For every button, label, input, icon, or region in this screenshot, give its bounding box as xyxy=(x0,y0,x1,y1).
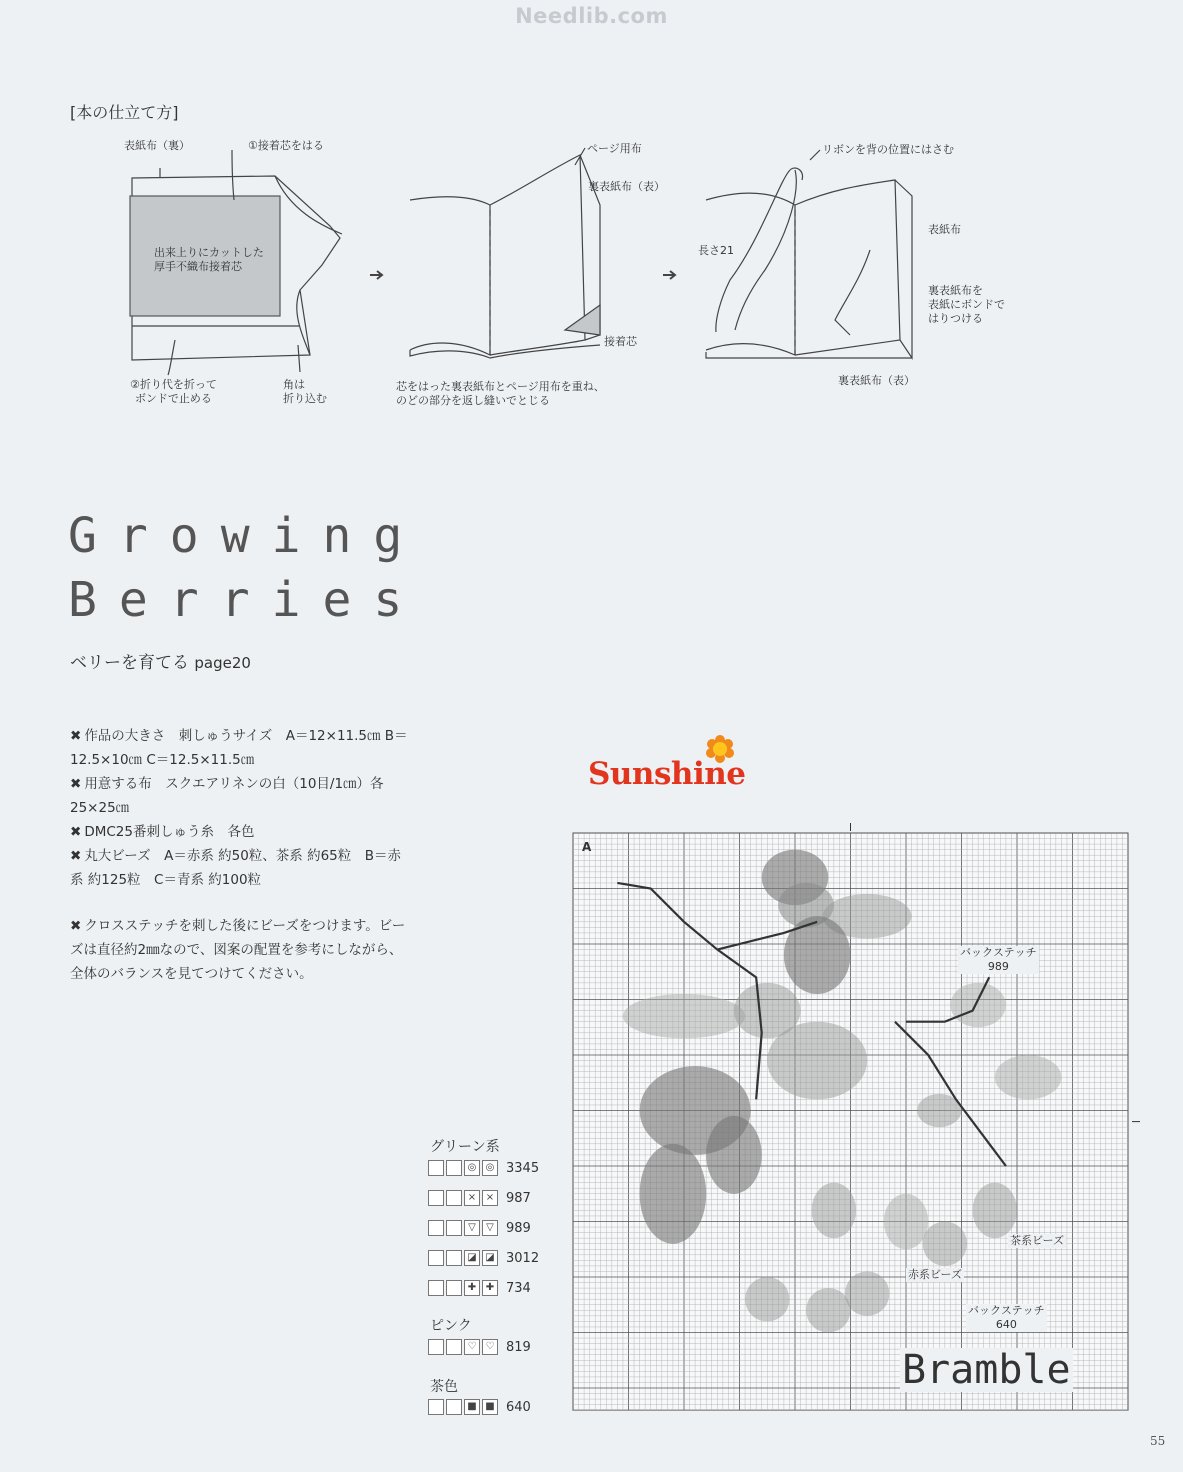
specs xyxy=(70,724,410,892)
legend-cell xyxy=(428,1160,444,1176)
label-fold-corner: 角は 折り込む xyxy=(283,378,327,405)
motif-blob xyxy=(806,1288,850,1332)
legend-cell: ✚ xyxy=(464,1280,480,1296)
spec-beads: ✖ 丸大ビーズ A＝赤系 約50粒、茶系 約65粒 B＝赤系 約125粒 C＝青系 約100粒 xyxy=(70,848,402,888)
chart-word-bramble: Bramble xyxy=(902,1347,1071,1393)
legend-cell: ■ xyxy=(464,1399,480,1415)
legend-cell: ✚ xyxy=(482,1280,498,1296)
legend-cell xyxy=(446,1280,462,1296)
legend-cell xyxy=(446,1220,462,1236)
legend-cell: ♡ xyxy=(482,1339,498,1355)
label-cover-fabric: 表紙布 xyxy=(928,223,961,236)
title-line-1: Growing xyxy=(68,508,425,564)
motif-blob xyxy=(812,1183,856,1239)
legend-cell xyxy=(446,1190,462,1206)
motif-blob xyxy=(845,1271,889,1315)
bullet-x-icon: ✖ xyxy=(70,776,82,792)
legend-pink-title: ピンク xyxy=(430,1318,472,1334)
legend-cell xyxy=(428,1280,444,1296)
legend-cell: × xyxy=(482,1190,498,1206)
instructions-heading: [本の仕立て方] xyxy=(70,103,179,122)
motif-blob xyxy=(767,1022,867,1100)
legend-cell: ▽ xyxy=(464,1220,480,1236)
spec-size: ✖ 作品の大きさ 刺しゅうサイズ A＝12×11.5㎝ B＝12.5×10㎝ C＝12.5×11.5㎝ xyxy=(70,728,408,768)
motif-blob xyxy=(884,1194,928,1250)
legend-cell xyxy=(428,1339,444,1355)
sunshine-logo: Sunshine xyxy=(588,756,746,792)
motif-blob xyxy=(640,1144,707,1244)
motif-blob xyxy=(745,1277,789,1321)
legend-cell: ▽ xyxy=(482,1220,498,1236)
legend-green-title: グリーン系 xyxy=(430,1139,500,1155)
legend-number: 989 xyxy=(506,1221,531,1236)
legend-number: 987 xyxy=(506,1191,531,1206)
legend-cell: ■ xyxy=(482,1399,498,1415)
legend-cell xyxy=(428,1399,444,1415)
label-back-cover-front: 裏表紙布（表） xyxy=(588,180,665,193)
subtitle-page: page20 xyxy=(194,654,251,672)
legend-cell xyxy=(428,1250,444,1266)
watermark: Needlib.com xyxy=(515,4,668,28)
bullet-x-icon: ✖ xyxy=(70,848,82,864)
legend-number: 3012 xyxy=(506,1251,540,1266)
label-interfacing: 接着芯 xyxy=(604,335,637,348)
motif-blob xyxy=(784,916,851,994)
spec-fabric: ✖ 用意する布 スクエアリネンの白（10目/1㎝）各25×25㎝ xyxy=(70,776,384,816)
legend-cell: × xyxy=(464,1190,480,1206)
motif-blob xyxy=(973,1183,1017,1239)
label-glue-interfacing: ①接着芯をはる xyxy=(248,139,324,152)
label-cover-back: 表紙布（裏） xyxy=(124,139,190,152)
label-ribbon-length: 長さ21 xyxy=(698,244,734,257)
label-ribbon: リボンを背の位置にはさむ xyxy=(822,143,954,156)
legend-cell: ◪ xyxy=(464,1250,480,1266)
subtitle-jp: ベリーを育てる xyxy=(70,653,189,673)
label-fold-allowance: ②折り代を折って ボンドで止める xyxy=(130,378,217,405)
legend-cell xyxy=(446,1250,462,1266)
bullet-x-icon: ✖ xyxy=(70,824,82,840)
legend-cell xyxy=(446,1339,462,1355)
subtitle xyxy=(70,648,251,673)
legend-cell: ◪ xyxy=(482,1250,498,1266)
motif-blob xyxy=(950,983,1006,1027)
motif-blob xyxy=(623,994,745,1038)
legend-number: 819 xyxy=(506,1340,531,1355)
label-glue-cover: 裏表紙布を 表紙にボンドで はりつける xyxy=(928,284,1005,325)
label-page-fabric: ページ用布 xyxy=(587,142,642,155)
legend-number: 3345 xyxy=(506,1161,540,1176)
title-line-2: Berries xyxy=(68,572,425,628)
chart-label: A xyxy=(582,840,592,854)
legend-cell xyxy=(428,1220,444,1236)
legend-cell xyxy=(446,1160,462,1176)
spec-thread: ✖ DMC25番刺しゅう糸 各色 xyxy=(70,824,255,840)
page-number: 55 xyxy=(1150,1434,1166,1448)
legend-brown-title: 茶色 xyxy=(430,1379,458,1395)
bookbinding-diagram xyxy=(0,0,1183,430)
motif-blob xyxy=(706,1116,762,1194)
legend-cell: ◎ xyxy=(482,1160,498,1176)
legend-cell xyxy=(446,1399,462,1415)
label-cut-interfacing: 出来上りにカットした 厚手不織布接着芯 xyxy=(154,246,264,273)
cross-stitch-chart xyxy=(560,815,1140,1425)
legend-number: 734 xyxy=(506,1281,531,1296)
legend-cell xyxy=(428,1190,444,1206)
motif-blob xyxy=(923,1222,967,1266)
note: ✖ クロスステッチを刺した後にビーズをつけます。ビーズは直径約2㎜なので、図案の配置を参考にしながら、全体のバランスを見てつけてください。 xyxy=(70,918,406,982)
callout-backstitch-640: バックステッチ 640 xyxy=(968,1304,1045,1331)
legend-number: 640 xyxy=(506,1400,531,1415)
callout-red-beads: 赤系ビーズ xyxy=(908,1268,963,1281)
callout-brown-beads: 茶系ビーズ xyxy=(1010,1234,1065,1247)
motif-blob xyxy=(995,1055,1062,1099)
label-back-cover-front-2: 裏表紙布（表） xyxy=(838,374,915,387)
callout-backstitch-989: バックステッチ 989 xyxy=(960,946,1037,973)
bullet-x-icon: ✖ xyxy=(70,918,82,934)
legend-cell: ◎ xyxy=(464,1160,480,1176)
bullet-x-icon: ✖ xyxy=(70,728,82,744)
legend-cell: ♡ xyxy=(464,1339,480,1355)
label-sew-note: 芯をはった裏表紙布とページ用布を重ね、 のどの部分を返し縫いでとじる xyxy=(396,380,605,407)
